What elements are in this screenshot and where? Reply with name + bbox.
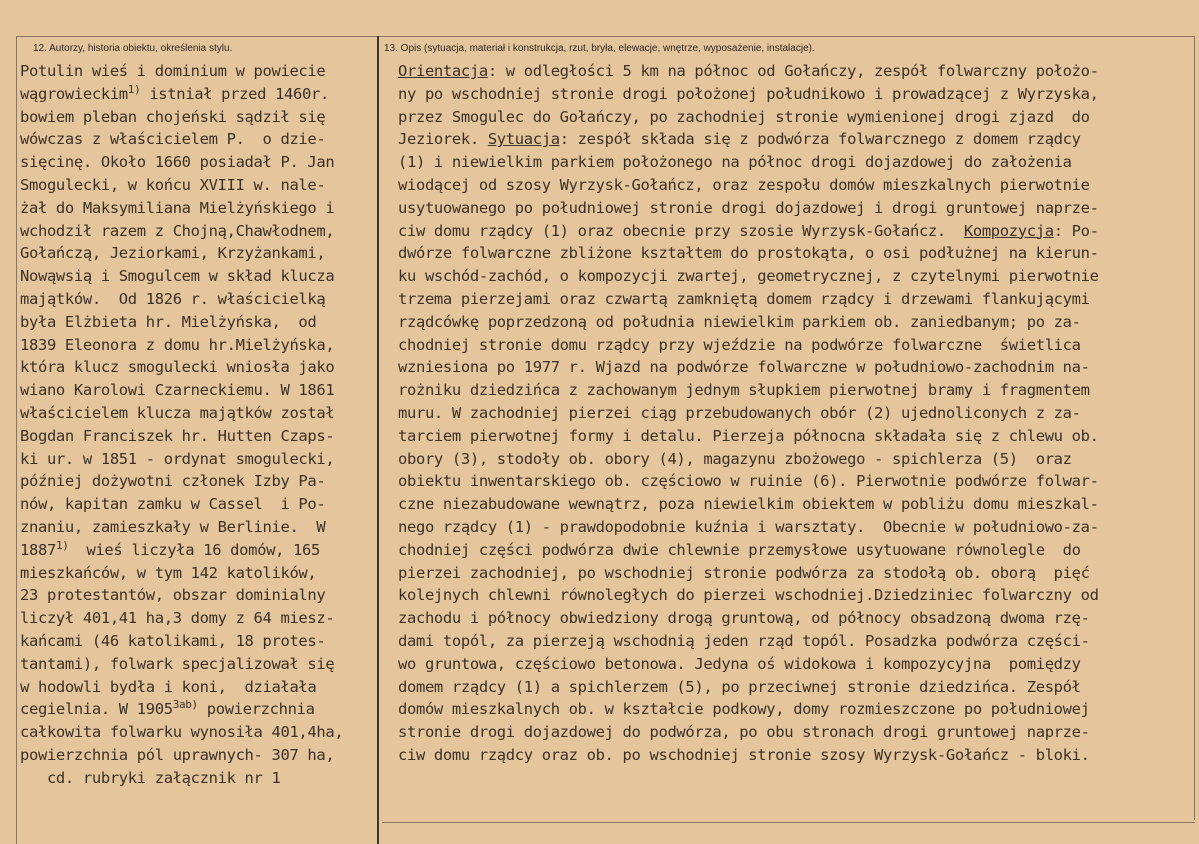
description-line: zachodu i północy obwiedziony drogą gruntową, od północy obsadzoną dwoma rzę- xyxy=(398,609,1090,628)
description-line: ciw domu rządcy oraz ob. po wschodniej stronie szosy Wyrzysk-Gołańcz - bloki. xyxy=(398,745,1090,764)
description-line: chodniej części podwórza dwie chlewnie przemysłowe usytuowane równolegle do xyxy=(398,540,1081,559)
description-line: trzema pierzejami oraz czwartą zamkniętą domem rządcy i drzewami flankującymi xyxy=(398,289,1090,308)
history-line xyxy=(20,106,380,129)
history-text: majątków. Od 1826 r. właścicielką xyxy=(20,289,326,308)
history-text: cd. rubryki załącznik nr 1 xyxy=(20,768,281,787)
history-column xyxy=(20,60,380,790)
history-line xyxy=(20,197,380,220)
description-line: rządcówkę poprzedzoną od południa niewielkim parkiem ob. zaniedbanym; po za- xyxy=(398,312,1081,331)
description-line: tarciem pierwotnej formy i detalu. Pierzeja północna składała się z chlewu ob. xyxy=(398,426,1099,445)
description-line: Orientacja: w odległości 5 km na północ od Gołańczy, zespół folwarczny położo- xyxy=(398,62,1099,80)
footnote-marker: 1) xyxy=(55,538,69,552)
history-line xyxy=(20,744,380,767)
history-text: kańcami (46 katolikami, 18 protes- xyxy=(20,631,326,650)
history-line xyxy=(20,151,380,174)
description-line: muru. W zachodniej pierzei ciąg przebudowanych obór (2) ujednoliconych z za- xyxy=(398,403,1081,422)
history-line xyxy=(20,493,380,516)
section-term: Sytuacja xyxy=(487,130,560,149)
history-line xyxy=(20,220,380,243)
history-text: 23 protestantów, obszar dominialny xyxy=(20,586,326,605)
description-line: usytuowanego po południowej stronie drogi dojazdowej i drogi gruntowej naprze- xyxy=(398,198,1099,217)
history-line xyxy=(20,470,380,493)
history-text: liczył 401,41 ha,3 domy z 64 miesz- xyxy=(20,609,335,628)
description-line: chodniej stronie domu rządcy przy wjeździe na podwórze folwarczne świetlica xyxy=(398,335,1081,354)
history-text: 1839 Eleonora z domu hr.Mielżyńska, xyxy=(20,335,335,354)
history-text: powierzchnia pól uprawnych- 307 ha, xyxy=(20,745,335,764)
history-text: wiano Karolowi Czarneckiemu. W 1861 xyxy=(20,381,335,400)
history-text: która klucz smogulecki wniosła jako xyxy=(20,358,335,377)
history-text: istniał przed 1460r. xyxy=(140,84,329,103)
history-text: później dożywotni członek Izby Pa- xyxy=(20,472,326,491)
description-line: obory (3), stodoły ob. obory (4), magazynu zbożowego - spichlerza (5) oraz xyxy=(398,449,1072,468)
history-text: wągrowieckim xyxy=(20,84,128,103)
history-text: właścicielem klucza majątków został xyxy=(20,403,335,422)
history-line xyxy=(20,174,380,197)
description-line: czne niezabudowane wewnątrz, poza niewielkim obiektem w pobliżu domu mieszkal- xyxy=(398,495,1099,514)
history-line xyxy=(20,676,380,699)
history-text: Nowąwsią i Smogulcem w skład klucza xyxy=(20,267,335,286)
history-line xyxy=(20,311,380,334)
history-text: Bogdan Franciszek hr. Hutten Czaps- xyxy=(20,426,335,445)
description-line: wzniesiona po 1977 r. Wjazd na podwórze folwarczne w południowo-zachodnim na- xyxy=(398,358,1090,377)
history-line xyxy=(20,698,380,721)
history-line xyxy=(20,356,380,379)
history-line xyxy=(20,83,380,106)
history-line xyxy=(20,630,380,653)
history-line xyxy=(20,425,380,448)
left-rule xyxy=(16,36,17,844)
history-text: mieszkańców, w tym 142 katolików, xyxy=(20,563,317,582)
history-text: wówczas z właścicielem P. o dzie- xyxy=(20,130,326,149)
history-line xyxy=(20,60,380,83)
history-text: była Elżbieta hr. Mielżyńska, od xyxy=(20,312,317,331)
description-line: przez Smogulec do Gołańczy, po zachodniej stronie wymienionej drogi zjazd do xyxy=(398,107,1090,126)
bottom-rule xyxy=(382,822,1195,823)
description-column xyxy=(398,60,1198,767)
history-line xyxy=(20,516,380,539)
history-text: wchodził razem z Chojną,Chawłodnem, xyxy=(20,221,335,240)
description-line: kolejnych chlewni równoległych do pierzei wschodniej.Dziedziniec folwarczny od xyxy=(398,586,1099,605)
history-line xyxy=(20,653,380,676)
history-text: Smogulecki, w końcu XVIII w. nale- xyxy=(20,175,326,194)
history-line xyxy=(20,562,380,585)
top-rule xyxy=(16,36,1195,37)
description-line: dami topól, za pierzeją wschodnią jeden rząd topól. Posadzka podwórza części- xyxy=(398,631,1090,650)
description-line: rożniku dziedzińca z zachowanym jednym słupkiem pierwotnej bramy i fragmentem xyxy=(398,381,1090,400)
history-line xyxy=(20,288,380,311)
history-line xyxy=(20,334,380,357)
history-line xyxy=(20,402,380,425)
description-line: obiektu inwentarskiego ob. częściowo w ruinie (6). Pierwotnie podwórze folwar- xyxy=(398,472,1099,491)
description-line: domem rządcy (1) a spichlerzem (5), po przeciwnej stronie dziedzińca. Zespół xyxy=(398,677,1081,696)
history-line xyxy=(20,379,380,402)
history-text: w hodowli bydła i koni, działała xyxy=(20,677,317,696)
history-text: całkowita folwarku wynosiła 401,4ha, xyxy=(20,723,344,742)
history-text: tantami), folwark specjalizował się xyxy=(20,654,335,673)
history-text: bowiem pleban chojeński sądził się xyxy=(20,107,326,126)
section-13-heading: 13. Opis (sytuacja, materiał i konstrukcja, rzut, bryła, elewacje, wnętrze, wyposażenie, instalacje). xyxy=(384,43,815,54)
history-line xyxy=(20,767,380,790)
footnote-marker: 1) xyxy=(127,82,141,96)
section-term: Kompozycja xyxy=(963,221,1054,240)
history-text: ki ur. w 1851 - ordynat smogulecki, xyxy=(20,449,335,468)
description-line: wiodącej od szosy Wyrzysk-Gołańcz, oraz zespołu domów mieszkalnych pierwotnie xyxy=(398,175,1090,194)
history-text: powierzchnia xyxy=(197,700,315,719)
history-line xyxy=(20,721,380,744)
history-line xyxy=(20,242,380,265)
history-text: żał do Maksymiliana Mielżyńskiego i xyxy=(20,198,335,217)
history-line xyxy=(20,128,380,151)
description-line: ciw domu rządcy (1) oraz obecnie przy szosie Wyrzysk-Gołańcz. Kompozycja: Po- xyxy=(398,221,1099,240)
history-text: sięcinę. Około 1660 posiadał P. Jan xyxy=(20,153,335,172)
history-text: Gołańczą, Jeziorkami, Krzyżankami, xyxy=(20,244,326,263)
description-line: dwórze folwarczne zbliżone kształtem do prostokąta, o osi podłużnej na kierun- xyxy=(398,244,1099,263)
history-text: wieś liczyła 16 domów, 165 xyxy=(68,540,320,559)
description-line: ku wschód-zachód, o kompozycji zwartej, geometrycznej, z czytelnymi pierwotnie xyxy=(398,267,1099,286)
description-line: nego rządcy (1) - prawdopodobnie kuźnia i warsztaty. Obecnie w południowo-za- xyxy=(398,517,1099,536)
section-term: Orientacja xyxy=(398,62,488,80)
description-line: (1) i niewielkim parkiem położonego na północ drogi dojazdowej do założenia xyxy=(398,153,1072,172)
history-line xyxy=(20,539,380,562)
history-text: 1887 xyxy=(20,540,56,559)
history-line xyxy=(20,584,380,607)
description-line: domów mieszkalnych ob. w kształcie podkowy, domy rozmieszczone po południowej xyxy=(398,700,1090,719)
history-text: cegielnia. W 1905 xyxy=(20,700,173,719)
history-text: nów, kapitan zamku w Cassel i Po- xyxy=(20,495,326,514)
description-line: stronie drogi dojazdowej do podwórza, po obu stronach drogi gruntowej naprze- xyxy=(398,723,1090,742)
description-line: pierzei zachodniej, po wschodniej stronie podwórza za stodołą ob. oborą pięć xyxy=(398,563,1090,582)
footnote-marker: 3ab) xyxy=(172,698,198,712)
history-line xyxy=(20,448,380,471)
description-line: Jeziorek. Sytuacja: zespół składa się z podwórza folwarcznego z domem rządcy xyxy=(398,130,1081,149)
history-line xyxy=(20,607,380,630)
history-line xyxy=(20,265,380,288)
history-text: znaniu, zamieszkały w Berlinie. W xyxy=(20,517,326,536)
description-line: ny po wschodniej stronie drogi położonej południkowo i prowadzącej z Wyrzyska, xyxy=(398,84,1099,103)
section-12-heading: 12. Autorzy, historia obiektu, określenia stylu. xyxy=(33,43,233,54)
description-line: wo gruntowa, częściowo betonowa. Jedyna oś widokowa i kompozycyjna pomiędzy xyxy=(398,654,1081,673)
history-text: Potulin wieś i dominium w powiecie xyxy=(20,62,326,80)
